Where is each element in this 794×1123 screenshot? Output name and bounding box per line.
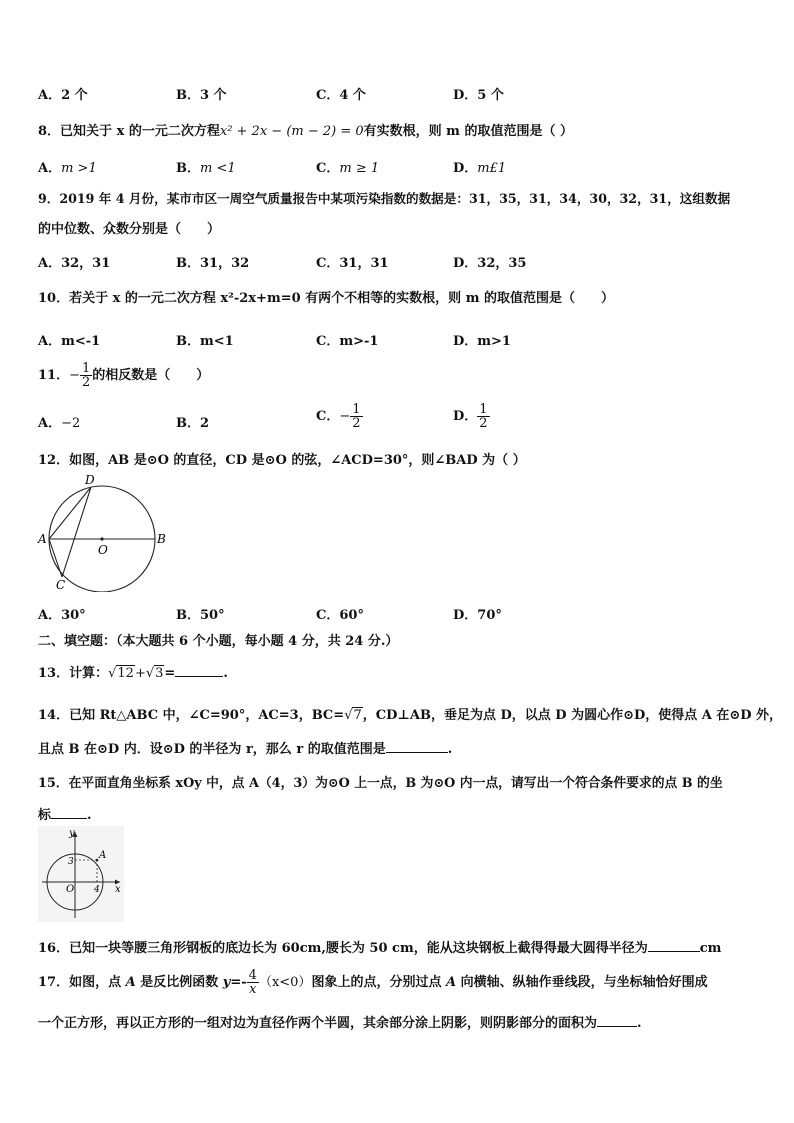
q12-option-a: A．30° — [38, 608, 86, 623]
label-d: D — [85, 473, 95, 487]
q15-coordinate-figure — [38, 826, 124, 922]
q17-stem-line1: 17．如图，点 A 是反比例函数 y=- $\frac{4}{x}$ （x<0）图象上的点，分别过点 A 向横轴、纵轴作垂线段，与坐标轴恰好围成 — [38, 968, 708, 997]
q11-option-a: A．−2 — [38, 416, 81, 431]
q8-option-b: B．m <1 — [176, 161, 236, 176]
tick-3: 3 — [68, 857, 74, 867]
q14-stem-line2: 且点 B 在⊙D 内．设⊙D 的半径为 r，那么 r 的取值范围是 . — [38, 742, 453, 757]
q11-option-c: C．− $\frac{1}{2}$ — [316, 402, 361, 431]
q12-circle-figure — [36, 472, 168, 592]
q10-option-a: A．m<-1 — [38, 334, 101, 349]
q8-option-c: C．m ≥ 1 — [316, 161, 380, 176]
q14-sqrt-7: √7 — [344, 708, 362, 723]
label-x: x — [115, 884, 121, 895]
q7-option-d: D．5 个 — [453, 88, 504, 103]
label-a: A — [38, 532, 47, 546]
label-o: O — [98, 543, 108, 557]
q15-answer-blank[interactable] — [51, 818, 87, 819]
point-a — [96, 859, 99, 862]
q9-stem-line2: 的中位数、众数分别是（ ） — [38, 222, 221, 237]
q12-option-c: C．60° — [316, 608, 364, 623]
q16-stem: 16．已知一块等腰三角形钢板的底边长为 60cm,腰长为 50 cm，能从这块钢板上截得得最大圆得半径为 cm — [38, 941, 722, 956]
q14-stem-line1: 14．已知 Rt△ABC 中，∠C=90°，AC=3，BC=√7，CD⊥AB，垂足为点 D，以点 D 为圆心作⊙D，使得点 A 在⊙D 外， — [38, 708, 783, 723]
q16-answer-blank[interactable] — [648, 951, 700, 952]
segment-ac — [49, 539, 62, 577]
q14-answer-blank[interactable] — [386, 752, 448, 753]
q11-option-d: D． $\frac{1}{2}$ — [453, 402, 488, 431]
q8-equation: x² + 2x − (m − 2) = 0 — [219, 124, 364, 139]
q13-sqrt-12: √12 — [108, 666, 134, 681]
q12-option-d: D．70° — [453, 608, 502, 623]
q12-stem: 12．如图，AB 是⊙O 的直径，CD 是⊙O 的弦，∠ACD=30°，则∠BAD 为（ ） — [38, 453, 526, 468]
q8-option-a: A．m >1 — [38, 161, 97, 176]
label-b: B — [157, 532, 166, 546]
q7-option-c: C．4 个 — [316, 88, 366, 103]
q13-sqrt-3: √3 — [145, 666, 164, 681]
q10-stem: 10．若关于 x 的一元二次方程 x²-2x+m=0 有两个不相等的实数根，则 m 的取值范围是（ ） — [38, 291, 614, 306]
q9-option-a: A．32，31 — [38, 256, 111, 271]
q9-option-c: C．31，31 — [316, 256, 389, 271]
q15-stem-line1: 15．在平面直角坐标系 xOy 中，点 A（4，3）为⊙O 上一点，B 为⊙O 内一点，请写出一个符合条件要求的点 B 的坐 — [38, 776, 723, 791]
q8-option-d: D．m£1 — [453, 161, 507, 176]
q11-fraction: $\frac{1}{2}$ — [82, 361, 91, 390]
q11-stem: 11．− $\frac{1}{2}$ 的相反数是（ ） — [38, 361, 210, 390]
q12-option-b: B．50° — [176, 608, 225, 623]
q10-option-d: D．m>1 — [453, 334, 511, 349]
q9-stem-line1: 9．2019 年 4 月份，某市市区一周空气质量报告中某项污染指数的数据是：31，35，31，34，30，32，31，这组数据 — [38, 191, 731, 206]
label-c: C — [56, 578, 66, 592]
figure-background — [38, 826, 124, 922]
q10-option-b: B．m<1 — [176, 334, 234, 349]
q7-option-b: B．3 个 — [176, 88, 227, 103]
q17-answer-blank[interactable] — [597, 1026, 637, 1027]
label-o: O — [66, 884, 75, 895]
label-a: A — [99, 850, 107, 861]
q11-option-b: B．2 — [176, 416, 210, 431]
q10-option-c: C．m>-1 — [316, 334, 379, 349]
q9-option-d: D．32，35 — [453, 256, 527, 271]
tick-4: 4 — [94, 885, 100, 895]
q9-option-b: B．31，32 — [176, 256, 250, 271]
q17-stem-line2: 一个正方形，再以正方形的一组对边为直径作两个半圆，其余部分涂上阴影，则阴影部分的面积为 . — [38, 1016, 642, 1031]
q13-answer-blank[interactable] — [175, 676, 223, 677]
label-y: y — [69, 828, 75, 839]
q7-option-a: A．2 个 — [38, 88, 88, 103]
section-2-heading: 二、填空题：（本大题共 6 个小题，每小题 4 分，共 24 分.） — [38, 634, 399, 649]
q8-stem: 8．已知关于 x 的一元二次方程x² + 2x − (m − 2) = 0有实数根，则 m 的取值范围是（ ） — [38, 124, 573, 139]
q17-fraction: $\frac{4}{x}$ — [248, 968, 257, 997]
center-dot — [100, 537, 103, 540]
q13-stem: 13．计算：√12+√3= . — [38, 666, 228, 681]
q15-stem-line2: 标 . — [38, 808, 92, 823]
